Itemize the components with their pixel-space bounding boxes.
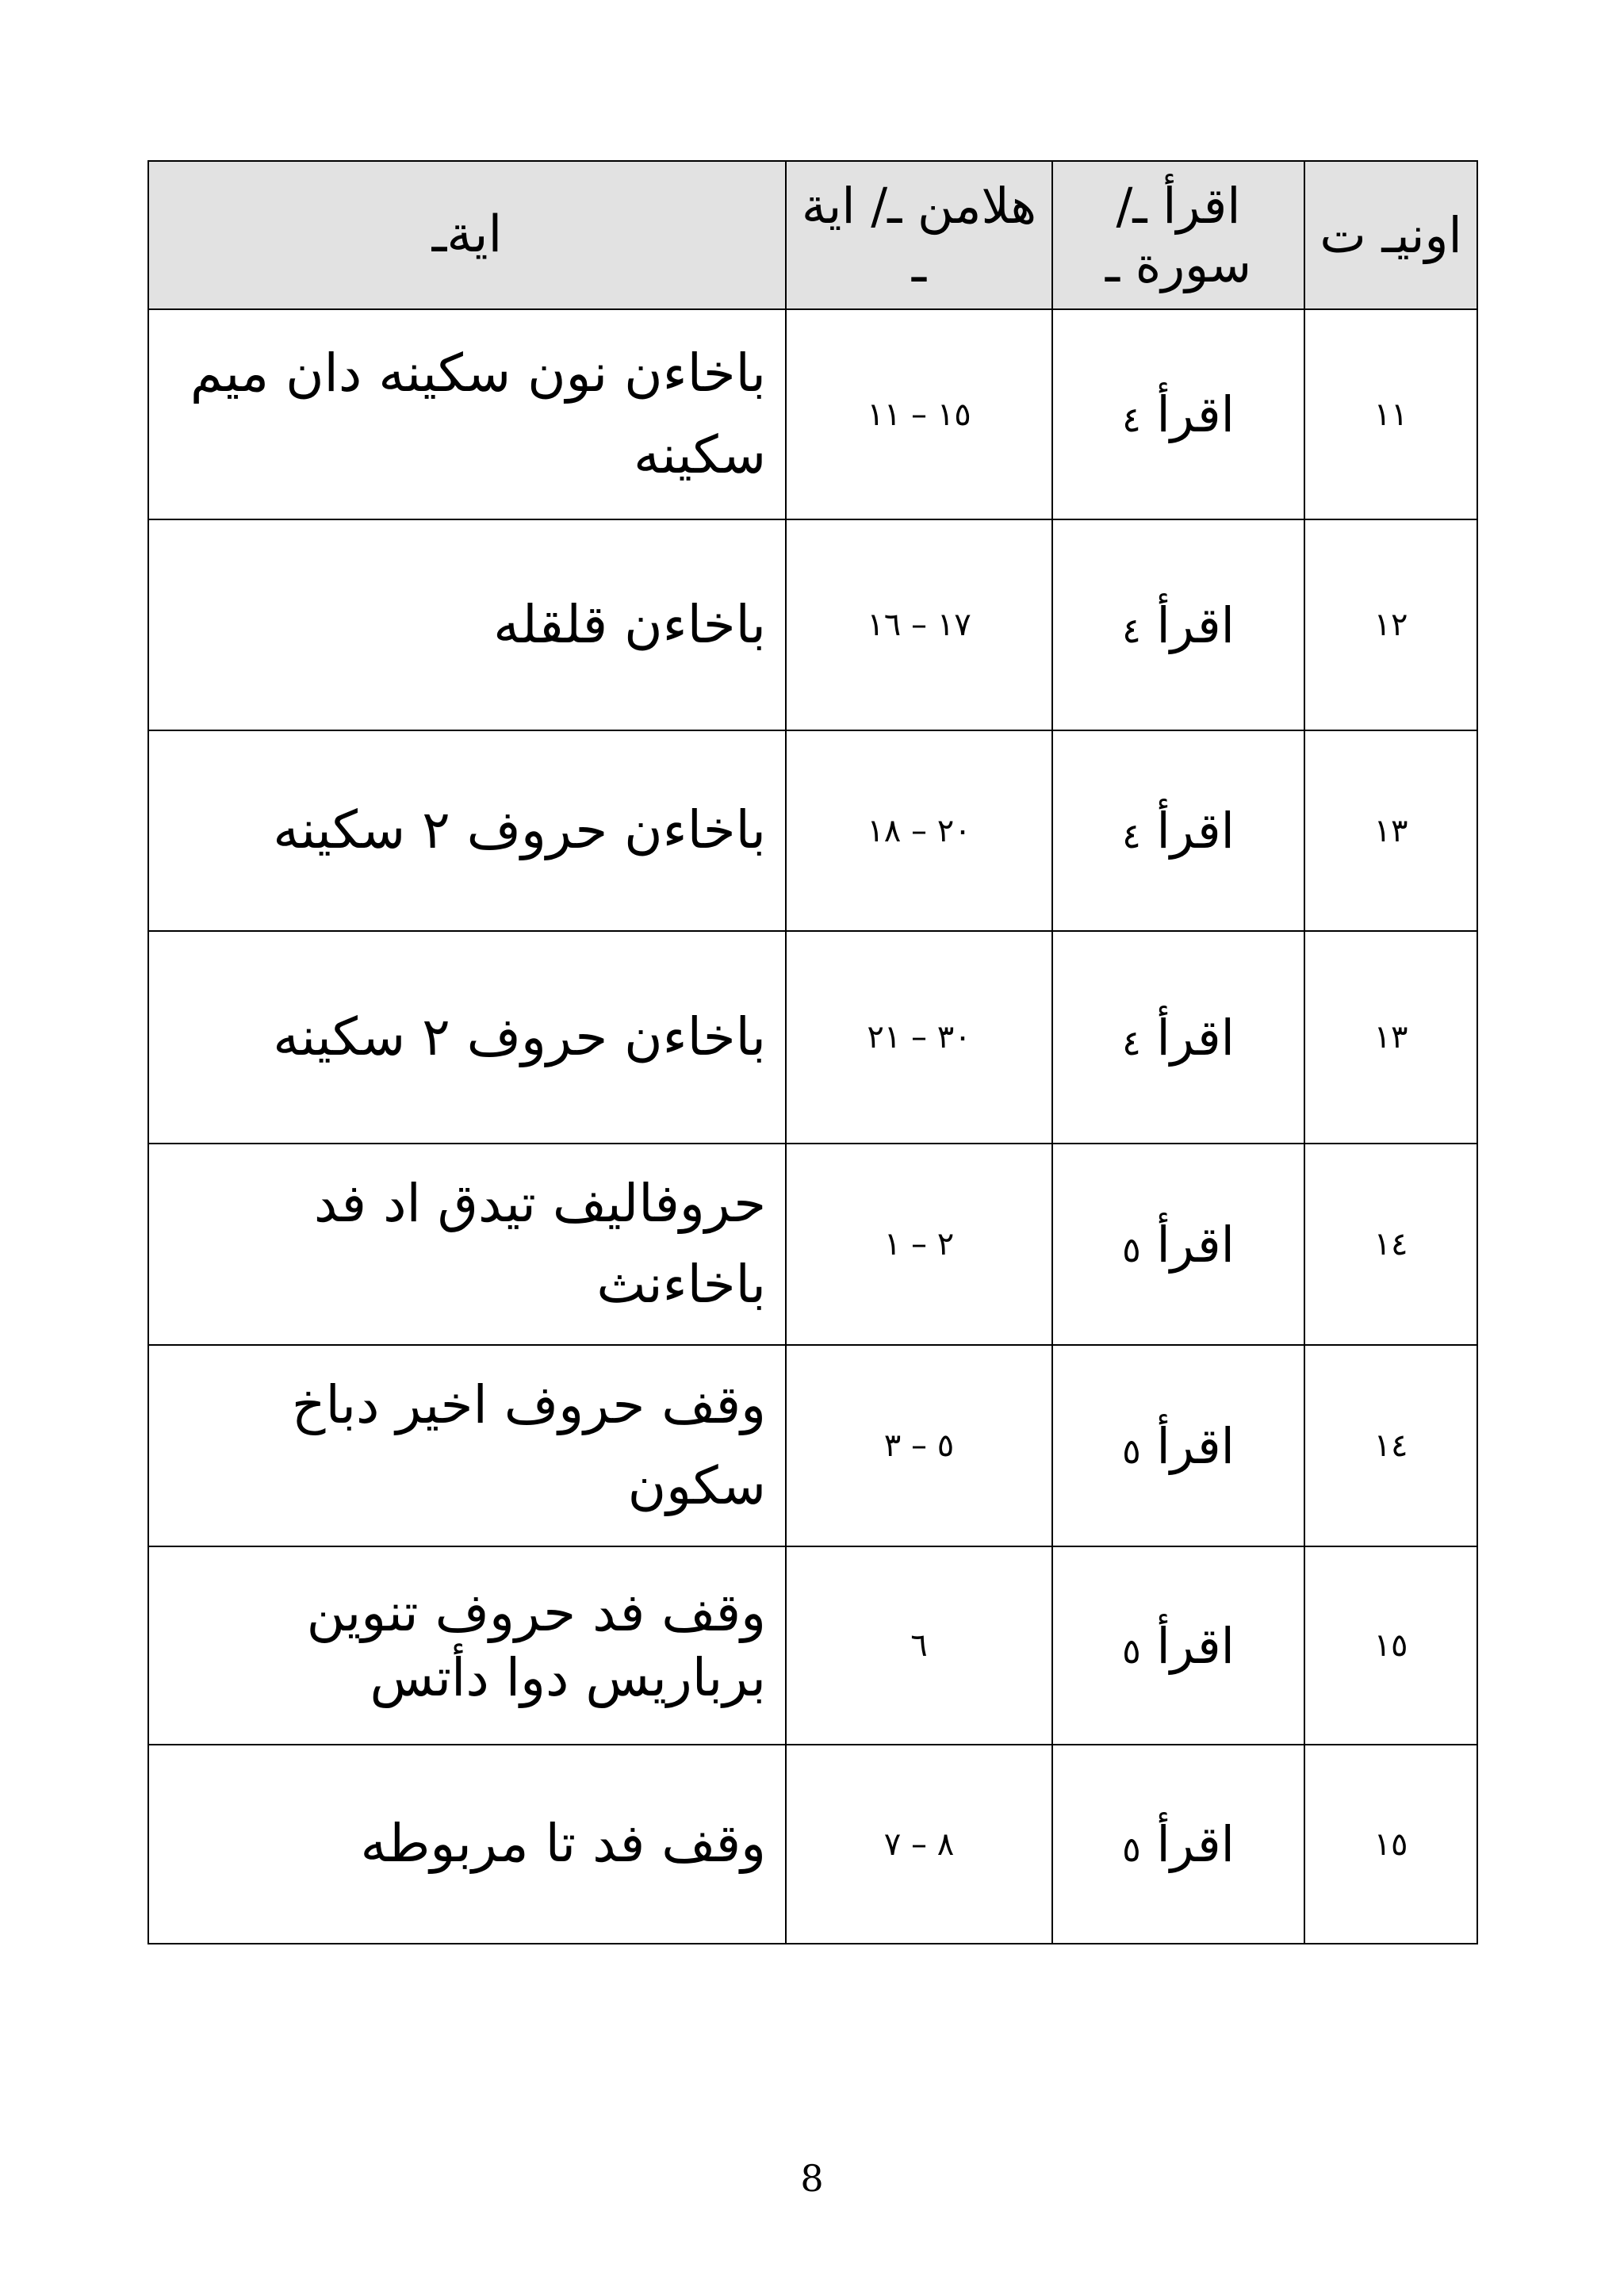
cell-description: حروفاليف تيدق اد فد باخاءنث — [148, 1144, 786, 1345]
book-number: ٥ — [1122, 1229, 1141, 1270]
cell-book — [1052, 931, 1304, 1144]
table-row — [148, 1546, 1477, 1745]
book-name: اقرأ — [1156, 596, 1235, 654]
page-number: 8 — [800, 2157, 824, 2200]
syllabus-table — [147, 160, 1478, 1944]
cell-description: باخاءن نون سكينه دان ميم سكينه — [148, 309, 786, 519]
cell-range: ٣٠ – ٢١ — [786, 931, 1052, 1144]
book-number: ٥ — [1122, 1829, 1141, 1870]
cell-range: ٥ – ٣ — [786, 1345, 1052, 1546]
cell-book — [1052, 1745, 1304, 1944]
book-name: اقرأ — [1156, 385, 1235, 443]
book-name: اقرأ — [1156, 802, 1235, 860]
book-name: اقرأ — [1156, 1215, 1235, 1274]
table-row — [148, 730, 1477, 931]
book-number: ٤ — [1122, 1022, 1141, 1063]
table-row — [148, 519, 1477, 730]
cell-book — [1052, 730, 1304, 931]
table-row — [148, 1144, 1477, 1345]
cell-description: باخاءن حروف ٢ سكينه — [148, 730, 786, 931]
book-name: اقرأ — [1156, 1616, 1235, 1675]
cell-range: ٨ – ٧ — [786, 1745, 1052, 1944]
cell-unit: ١٥ — [1304, 1745, 1477, 1944]
table-row — [148, 1345, 1477, 1546]
book-number: ٥ — [1122, 1630, 1141, 1672]
cell-description: وقف فد حروف تنوين برباريس دوا دأتس — [148, 1546, 786, 1745]
header-description: ايةـ — [148, 161, 786, 309]
cell-unit: ١٣ — [1304, 730, 1477, 931]
book-number: ٤ — [1122, 610, 1141, 651]
cell-description: وقف حروف اخير دباخ سكون — [148, 1345, 786, 1546]
cell-range: ٦ — [786, 1546, 1052, 1745]
book-number: ٥ — [1122, 1431, 1141, 1472]
cell-range: ١٧ – ١٦ — [786, 519, 1052, 730]
cell-unit: ١٢ — [1304, 519, 1477, 730]
cell-unit: ١٥ — [1304, 1546, 1477, 1745]
table-row — [148, 1745, 1477, 1944]
cell-range: ٢٠ – ١٨ — [786, 730, 1052, 931]
cell-unit: ١١ — [1304, 309, 1477, 519]
cell-unit: ١٣ — [1304, 931, 1477, 1144]
header-book: اقرأ ـ/ سورة ـ — [1052, 161, 1304, 309]
book-name: اقرأ — [1156, 1815, 1235, 1873]
cell-book — [1052, 1345, 1304, 1546]
cell-book — [1052, 309, 1304, 519]
cell-range: ١٥ – ١١ — [786, 309, 1052, 519]
cell-range: ٢ – ١ — [786, 1144, 1052, 1345]
book-name: اقرأ — [1156, 1008, 1235, 1067]
cell-unit: ١٤ — [1304, 1144, 1477, 1345]
book-number: ٤ — [1122, 400, 1141, 440]
cell-description: وقف فد تا مربوطه — [148, 1745, 786, 1944]
table-row — [148, 931, 1477, 1144]
cell-book — [1052, 1546, 1304, 1745]
cell-unit: ١٤ — [1304, 1345, 1477, 1546]
table-row — [148, 309, 1477, 519]
table-header-row — [148, 161, 1477, 309]
cell-book — [1052, 1144, 1304, 1345]
header-unit: اونيـ ت — [1304, 161, 1477, 309]
syllabus-sheet — [147, 160, 1477, 1944]
book-number: ٤ — [1122, 816, 1141, 856]
cell-description: باخاءن حروف ٢ سكينه — [148, 931, 786, 1144]
header-range: هلامن ـ/ اية ـ — [786, 161, 1052, 309]
cell-description: باخاءن قلقله — [148, 519, 786, 730]
cell-book — [1052, 519, 1304, 730]
book-name: اقرأ — [1156, 1416, 1235, 1475]
